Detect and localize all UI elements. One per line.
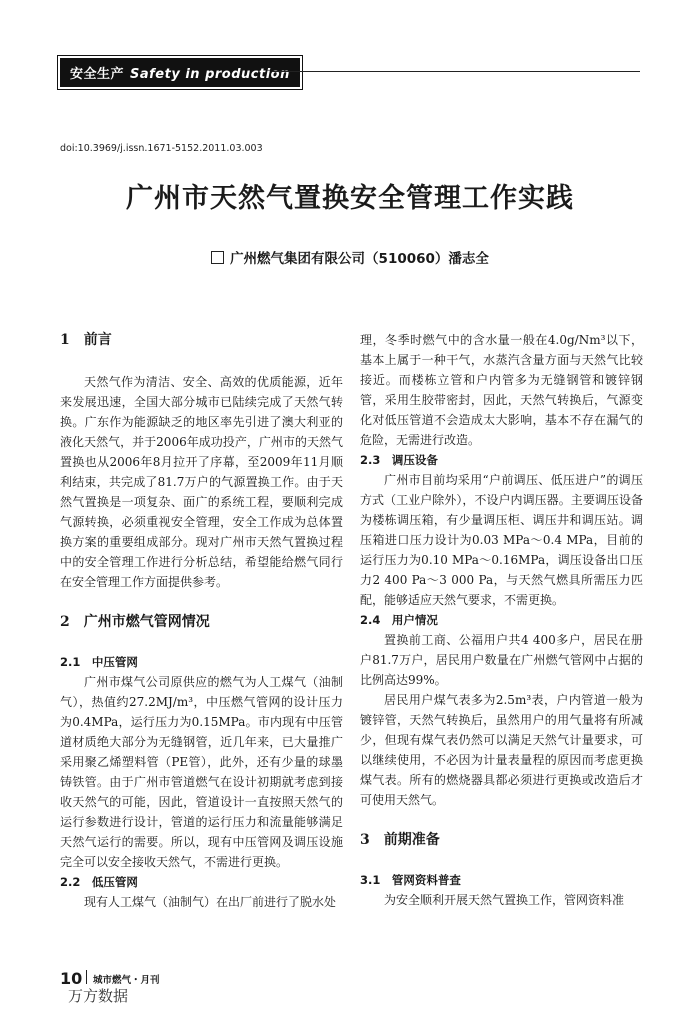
heading-network: 2 广州市燃气管网情况 [60,614,210,630]
page-title: 广州市天然气置换安全管理工作实践 [126,183,574,214]
heading-survey: 3.1 管网资料普查 [360,873,461,887]
para-low-pressure: 现有人工煤气（油制气）在出厂前进行了脱水处 [84,895,337,909]
right-column [360,330,643,910]
heading-intro: 1 前言 [60,332,112,348]
author: 广州燃气集团有限公司（510060）潘志全 [230,251,489,267]
para-continued: 理，冬季时燃气中的含水量一般在4.0g/Nm³以下，基本上属于一种干气，水蒸汽含量方面与天然气比较接近。而楼栋立管和户内管多为无缝钢管和镀锌钢管，采用生胶带密封，因此，天然气转换后，气源变化对低压管道不会造成太大影响，基本不存在漏气的危险，无需进行改造。 [360,333,643,447]
heading-regulator: 2.3 调压设备 [360,453,438,467]
page-number: 10 [60,969,83,988]
para-users-a: 置换前工商、公福用户共4 400多户，居民在册户81.7万户，居民用户数量在广州燃气管网中占据的比例高达99%。 [360,633,643,687]
section-en: Safety in production [130,67,290,82]
para-users-b: 居民用户煤气表多为2.5m³表，户内管道一般为镀锌管，天然气转换后，虽然用户的用气量将有所减少，但现有煤气表仍然可以满足天然气计量要求，可以继续使用，不必因为计量表量程的原因而考虑更换煤气表。所有的燃烧器具都必须进行更换或改造后才可使用天然气。 [360,693,643,807]
header-rule [272,71,640,72]
para-regulator: 广州市目前均采用“户前调压、低压进户”的调压方式（工业户除外），不设户内调压器。主要调压设备为楼栋调压箱，有少量调压柜、调压井和调压站。调压箱进口压力设计为0.03 MPa～0.4 MPa，目前的运行压力为0.10 MPa～0.16MPa，调压设备出口压力2 400 Pa～3 000 Pa，与天然气燃具所需压力匹配，能够适应天然气要求，不需更换。 [360,473,643,607]
heading-prep: 3 前期准备 [360,832,440,848]
para-survey: 为安全顺利开展天然气置换工作，管网资料准 [384,893,625,907]
checkbox-icon [211,251,224,264]
section-tag [60,58,300,87]
journal-name: 城市燃气・月刊 [93,975,160,986]
heading-mid-pressure: 2.1 中压管网 [60,655,138,669]
para-intro: 天然气作为清洁、安全、高效的优质能源，近年来发展迅速，全国大部分城市已陆续完成了天然气转换。广东作为能源缺乏的地区率先引进了澳大利亚的液化天然气，并于2006年成功投产，广州市的天然气置换也从2006年8月拉开了序幕，至2009年11月顺利结束，共完成了81.7万户的气源置换工作。由于天然气置换是一项复杂、面广的系统工程，要顺利完成气源转换，必须重视安全管理，安全工作成为总体置换方案的重要组成部分。现对广州市天然气置换过程中的安全管理工作进行分析总结，希望能给燃气同行在安全管理工作方面提供参考。 [60,375,343,589]
section-cn: 安全生产 [70,67,125,82]
section-header [60,58,300,87]
author-line [0,247,700,267]
left-column [60,330,343,912]
doi: doi:10.3969/j.issn.1671-5152.2011.03.003 [60,143,263,154]
heading-low-pressure: 2.2 低压管网 [60,875,138,889]
heading-users: 2.4 用户情况 [360,613,438,627]
watermark: 万方数据 [68,987,129,1005]
footer-separator [86,970,87,984]
para-mid-pressure: 广州市煤气公司原供应的燃气为人工煤气（油制气），热值约27.2MJ/m³，中压燃气管网的设计压力为0.4MPa，运行压力为0.15MPa。市内现有中压管道材质绝大部分为无缝钢管，近几年来，已大量推广采用聚乙烯塑料管（PE管），此外，还有少量的球墨铸铁管。由于广州市管道燃气在设计初期就考虑到接收天然气的可能，因此，管道设计一直按照天然气的运行参数进行设计，管道的运行压力和流量能够满足天然气运行的需要。所以，现有中压管网及调压设施完全可以安全接收天然气，不需进行更换。 [60,675,343,869]
